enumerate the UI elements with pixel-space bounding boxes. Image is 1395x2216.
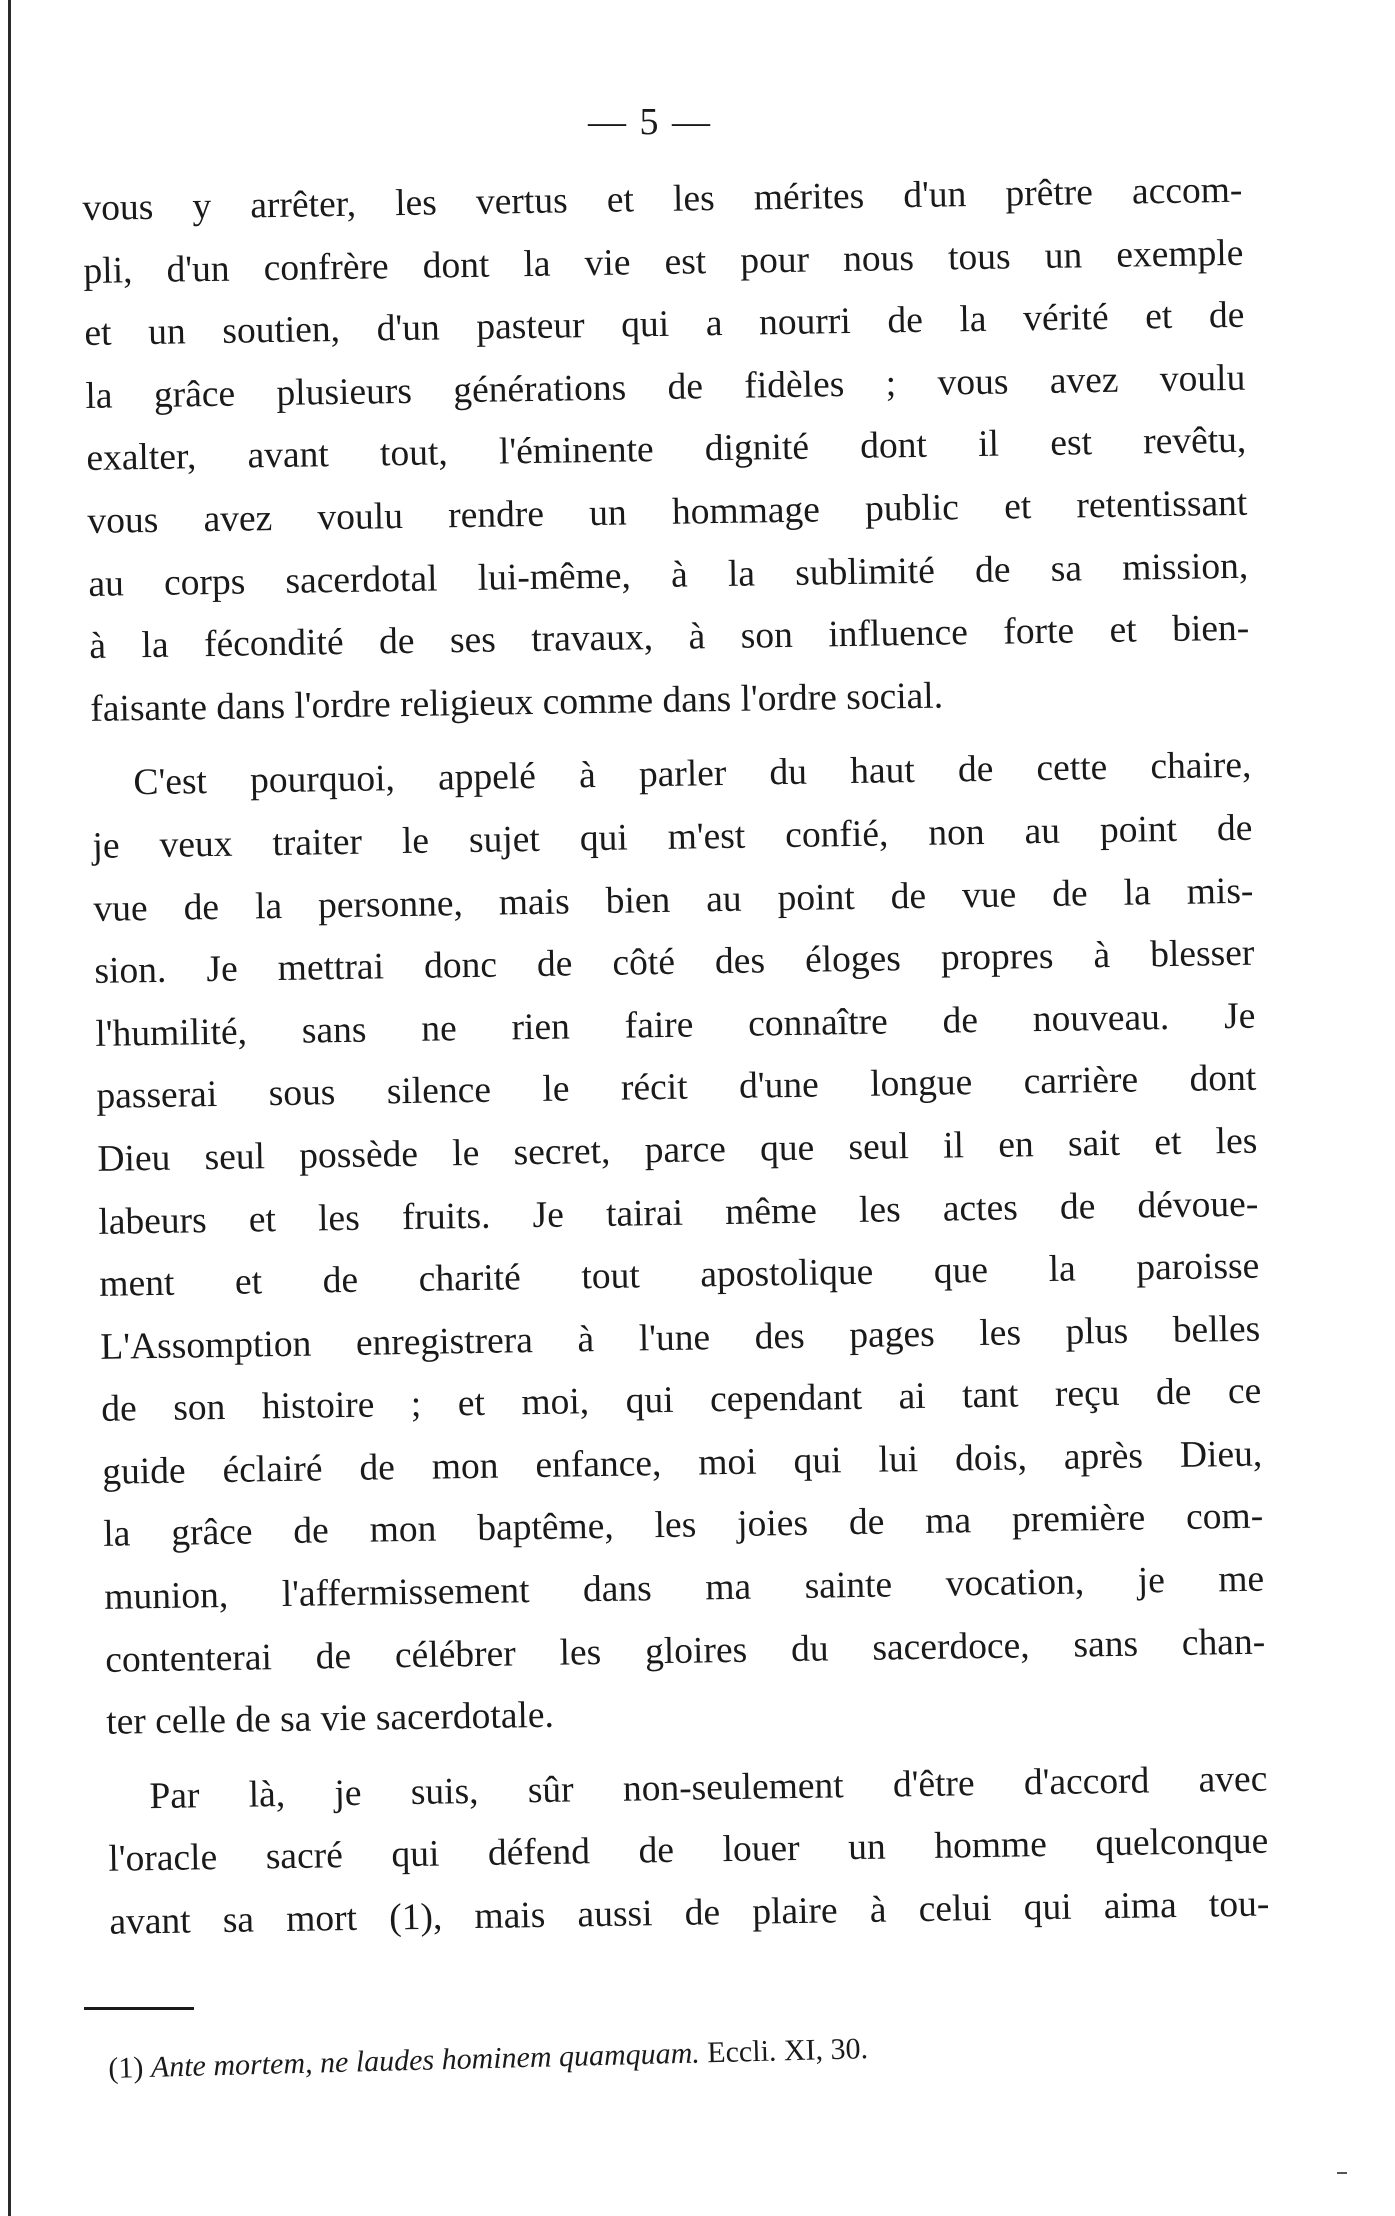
text-line: la grâce plusieurs générations de fidèles ; vous avez voulu bbox=[85, 357, 1246, 417]
text-line: passerai sous silence le récit d'une longue carrière dont bbox=[96, 1057, 1257, 1118]
text-line: l'oracle sacré qui défend de louer un homme quelconque bbox=[108, 1821, 1269, 1881]
footnote-reference: Eccli. XI, 30. bbox=[706, 2032, 869, 2070]
body-text bbox=[82, 160, 1270, 1955]
text-line: contenterai de célébrer les gloires du sacerdoce, sans chan- bbox=[104, 1621, 1266, 1681]
text-line: exalter, avant tout, l'éminente dignité dont il est revêtu, bbox=[86, 420, 1247, 480]
text-line: ment et de charité tout apostolique que la paroisse bbox=[99, 1245, 1260, 1305]
text-line: l'humilité, sans ne rien faire connaître de nouveau. Je bbox=[95, 995, 1256, 1055]
footnote-quote: Ante mortem, ne laudes hominem quamquam. bbox=[150, 2036, 701, 2084]
text-line: vous y arrêter, les vertus et les mérites d'un prêtre accom- bbox=[82, 169, 1243, 229]
text-line: Par là, je suis, sûr non-seulement d'être d'accord avec bbox=[149, 1758, 1268, 1817]
text-line: ter celle de sa vie sacerdotale. bbox=[105, 1695, 555, 1744]
text-line: labeurs et les fruits. Je tairai même les actes de dévoue- bbox=[98, 1183, 1259, 1243]
text-line: pli, d'un confrère dont la vie est pour nous tous un exemple bbox=[83, 232, 1244, 292]
text-line: avant sa mort (1), mais aussi de plaire à celui qui aima tou- bbox=[109, 1883, 1270, 1943]
text-line: munion, l'affermissement dans ma sainte vocation, je me bbox=[103, 1558, 1265, 1618]
text-line: au corps sacerdotal lui-même, à la sublimité de sa mission, bbox=[88, 545, 1249, 605]
text-line: à la fécondité de ses travaux, à son influence forte et bien- bbox=[89, 607, 1250, 668]
text-line: sion. Je mettrai donc de côté des éloges propres à blesser bbox=[94, 932, 1255, 993]
text-line: vous avez voulu rendre un hommage public et retentissant bbox=[87, 482, 1248, 542]
paragraph-1 bbox=[82, 160, 1251, 741]
footnote-rule bbox=[84, 2007, 194, 2010]
text-line: je veux traiter le sujet qui m'est confié, non au point de bbox=[92, 807, 1253, 867]
text-line: la grâce de mon baptême, les joies de ma première com- bbox=[102, 1496, 1264, 1556]
text-line: C'est pourquoi, appelé à parler du haut de cette chaire, bbox=[133, 745, 1252, 804]
paragraph-2 bbox=[91, 735, 1267, 1755]
text-line: faisante dans l'ordre religieux comme dans l'ordre social. bbox=[90, 675, 944, 730]
page-edge-rule bbox=[8, 0, 11, 2216]
text-line: Dieu seul possède le secret, parce que seul il en sait et les bbox=[97, 1120, 1258, 1180]
paragraph-3 bbox=[107, 1748, 1270, 1954]
stray-mark bbox=[1337, 2172, 1347, 2174]
page-number: — 5 — bbox=[588, 101, 712, 143]
text-line: guide éclairé de mon enfance, moi qui lui dois, après Dieu, bbox=[102, 1433, 1263, 1493]
footnote-marker: (1) bbox=[108, 2051, 144, 2085]
text-line: de son histoire ; et moi, qui cependant ai tant reçu de ce bbox=[101, 1370, 1262, 1431]
text-line: et un soutien, d'un pasteur qui a nourri de la vérité et de bbox=[84, 294, 1245, 355]
footnote bbox=[108, 2032, 868, 2086]
text-line: vue de la personne, mais bien au point de vue de la mis- bbox=[93, 870, 1254, 930]
text-line: L'Assomption enregistrera à l'une des pages les plus belles bbox=[100, 1308, 1261, 1368]
